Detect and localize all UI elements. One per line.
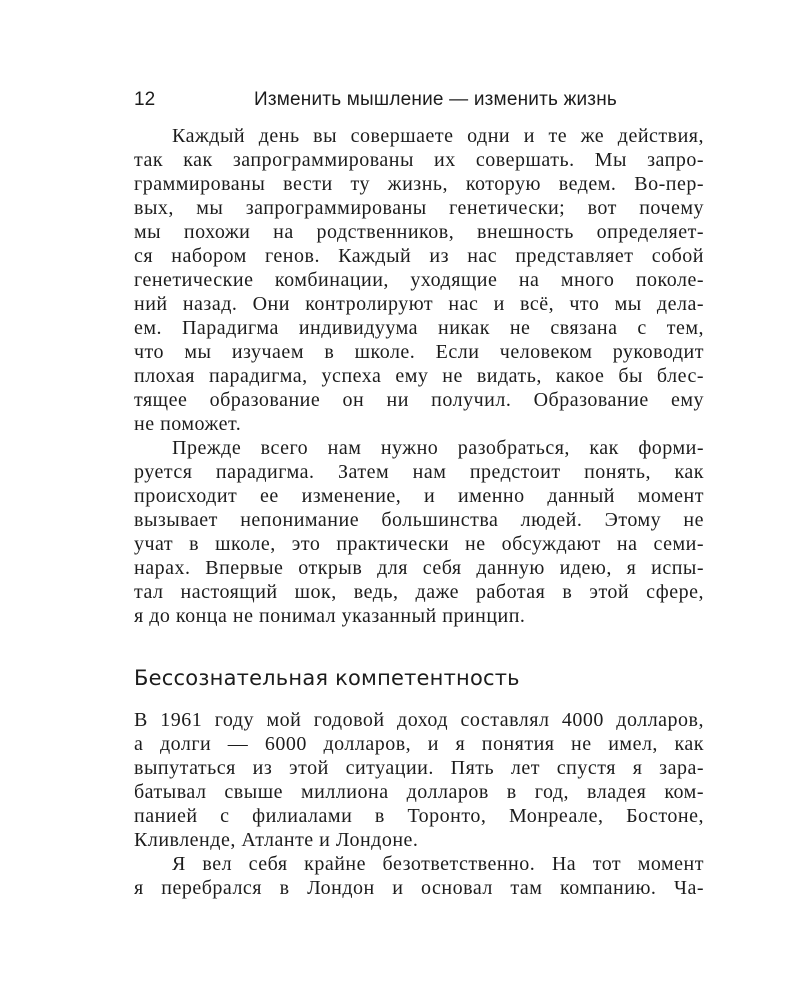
text-line: не поможет. [134, 413, 242, 435]
text-line: тал настоящий шок, ведь, даже работая в этой сфере, [134, 581, 704, 603]
text-line: руется парадигма. Затем нам предстоит понять, как [134, 461, 704, 483]
text-line: что мы изучаем в школе. Если человеком руководит [134, 341, 704, 363]
text-line: Кливленде, Атланте и Лондоне. [134, 829, 419, 851]
text-block-1 [134, 124, 704, 628]
paragraph-2 [134, 436, 704, 628]
text-line: Я вел себя крайне безответственно. На тот момент [172, 853, 704, 875]
text-line: учат в школе, это практически не обсуждают на семи- [134, 533, 704, 555]
text-block-2 [134, 708, 704, 900]
text-line: тящее образование он ни получил. Образование ему [134, 389, 704, 411]
page-number: 12 [134, 89, 156, 110]
text-line: генетические комбинации, уходящие на много поколе- [134, 269, 704, 291]
text-line: происходит ее изменение, и именно данный момент [134, 485, 704, 507]
paragraph-3 [134, 708, 704, 852]
paragraph-4 [134, 852, 704, 900]
text-line: В 1961 году мой годовой доход составлял 4000 долларов, [134, 709, 704, 731]
text-line: нарах. Впервые открыв для себя данную идею, я испы- [134, 557, 704, 579]
text-line: я до конца не понимал указанный принцип. [134, 605, 526, 627]
paragraph-1 [134, 124, 704, 436]
section-heading: Бессознательная компетентность [134, 666, 520, 690]
text-line: вых, мы запрограммированы генетически; вот почему [134, 197, 704, 219]
text-line: мы похожи на родственников, внешность определяет- [134, 221, 704, 243]
text-line: ний назад. Они контролируют нас и всё, что мы дела- [134, 293, 704, 315]
text-line: я перебрался в Лондон и основал там компанию. Ча- [134, 877, 704, 899]
text-line: ем. Парадигма индивидуума никак не связана с тем, [134, 317, 704, 339]
text-line: панией с филиалами в Торонто, Монреале, Бостоне, [134, 805, 704, 827]
running-head [134, 86, 704, 114]
text-line: вызывает непонимание большинства людей. Этому не [134, 509, 704, 531]
text-line: Прежде всего нам нужно разобраться, как форми- [172, 437, 704, 459]
text-line: граммированы вести ту жизнь, которую ведем. Во-пер- [134, 173, 704, 195]
text-line: а долги — 6000 долларов, и я понятия не имел, как [134, 733, 704, 755]
text-line: плохая парадигма, успеха ему не видать, какое бы блес- [134, 365, 704, 387]
text-line: так как запрограммированы их совершать. Мы запро- [134, 149, 704, 171]
text-line: Каждый день вы совершаете одни и те же действия, [172, 125, 704, 147]
text-line: ся набором генов. Каждый из нас представляет собой [134, 245, 704, 267]
text-line: выпутаться из этой ситуации. Пять лет спустя я зара- [134, 757, 704, 779]
running-title: Изменить мышление — изменить жизнь [254, 89, 617, 110]
text-line: батывал свыше миллиона долларов в год, владея ком- [134, 781, 704, 803]
